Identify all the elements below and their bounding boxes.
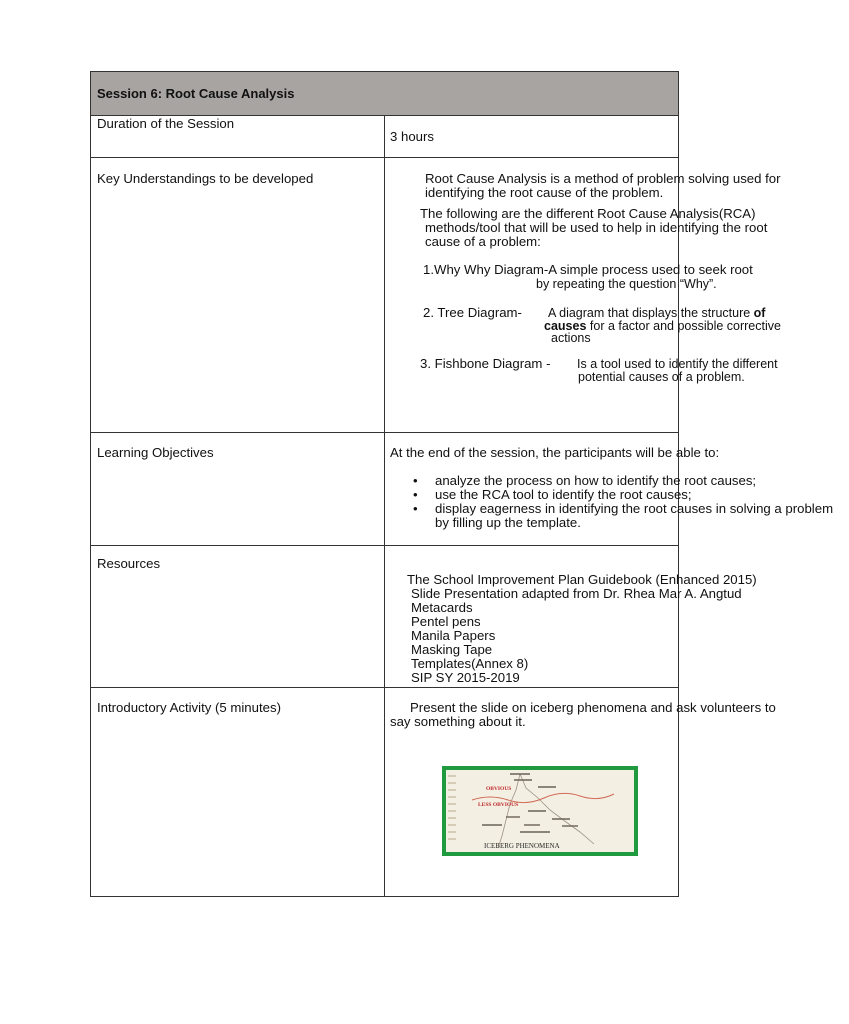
duration-value-cell	[385, 116, 679, 158]
objective-item: • use the RCA tool to identify the root causes;	[409, 488, 849, 502]
objective-item: • display eagerness in identifying the root causes in solving a problem by filling up the template.	[409, 502, 849, 530]
key-list-intro-1: The following are the different Root Cause Analysis(RCA)	[420, 206, 756, 221]
method-tree: 2. Tree Diagram-	[423, 305, 522, 320]
resource-item: Manila Papers	[411, 628, 496, 643]
resources-content-cell	[385, 546, 757, 688]
intro-text-line-2: say something about it.	[390, 714, 526, 729]
resource-item: Metacards	[411, 600, 473, 615]
key-list-intro-3: cause of a problem:	[425, 234, 541, 249]
obvious-label: OBVIOUS	[486, 786, 512, 792]
intro-content-cell	[385, 688, 776, 897]
objective-item: • analyze the process on how to identify the root causes;	[409, 474, 849, 488]
iceberg-caption: ICEBERG PHENOMENA	[484, 842, 560, 850]
intro-label: Introductory Activity (5 minutes)	[97, 700, 281, 715]
key-label: Key Understandings to be developed	[97, 171, 314, 186]
iceberg-diagram	[446, 770, 634, 852]
method-why-why-desc: by repeating the question “Why”.	[536, 277, 717, 291]
iceberg-slide-image	[442, 766, 638, 856]
method-why-why: 1.Why Why Diagram-A simple process used to seek root	[423, 262, 753, 277]
objectives-label: Learning Objectives	[97, 445, 214, 460]
session-title: Session 6: Root Cause Analysis	[97, 86, 295, 101]
resource-item: The School Improvement Plan Guidebook (Enhanced 2015)	[407, 572, 757, 587]
resources-list	[407, 572, 757, 685]
key-intro-line-1: Root Cause Analysis is a method of problem solving used for	[425, 171, 781, 186]
intro-text-line-1: Present the slide on iceberg phenomena and ask volunteers to	[410, 700, 776, 715]
method-tree-desc-1: A diagram that displays the structure of	[548, 306, 766, 320]
method-fishbone-desc-1: Is a tool used to identify the different	[577, 357, 778, 371]
resources-label: Resources	[97, 556, 161, 571]
session-table	[90, 71, 834, 897]
resource-item: SIP SY 2015-2019	[411, 670, 520, 685]
duration-value: 3 hours	[390, 129, 434, 144]
resource-item: Masking Tape	[411, 642, 493, 657]
duration-label: Duration of the Session	[97, 116, 235, 131]
less-obvious-label: LESS OBVIOUS	[478, 802, 519, 808]
key-label-cell	[91, 158, 385, 433]
session-header	[91, 72, 679, 116]
intro-label-cell	[91, 688, 385, 897]
objectives-intro: At the end of the session, the participants will be able to:	[390, 445, 720, 460]
method-fishbone: 3. Fishbone Diagram -	[420, 356, 551, 371]
iceberg-slide-canvas	[446, 770, 634, 852]
resource-item: Slide Presentation adapted from Dr. Rhea Mar A. Angtud	[411, 586, 742, 601]
key-intro-line-2: identifying the root cause of the problem.	[425, 185, 664, 200]
objectives-label-cell	[91, 433, 385, 546]
duration-label-cell	[91, 116, 385, 158]
resource-item: Pentel pens	[411, 614, 481, 629]
method-tree-desc-2: causes for a factor and possible corrective	[544, 319, 781, 333]
key-content-cell	[385, 158, 781, 433]
resources-label-cell	[91, 546, 385, 688]
objectives-list	[409, 474, 849, 530]
objectives-content-cell	[385, 433, 834, 546]
method-tree-desc-3: actions	[551, 331, 591, 345]
resource-item: Templates(Annex 8)	[411, 656, 529, 671]
method-fishbone-desc-2: potential causes of a problem.	[578, 370, 745, 384]
key-list-intro-2: methods/tool that will be used to help in identifying the root	[425, 220, 768, 235]
notebook-spiral	[448, 776, 456, 839]
